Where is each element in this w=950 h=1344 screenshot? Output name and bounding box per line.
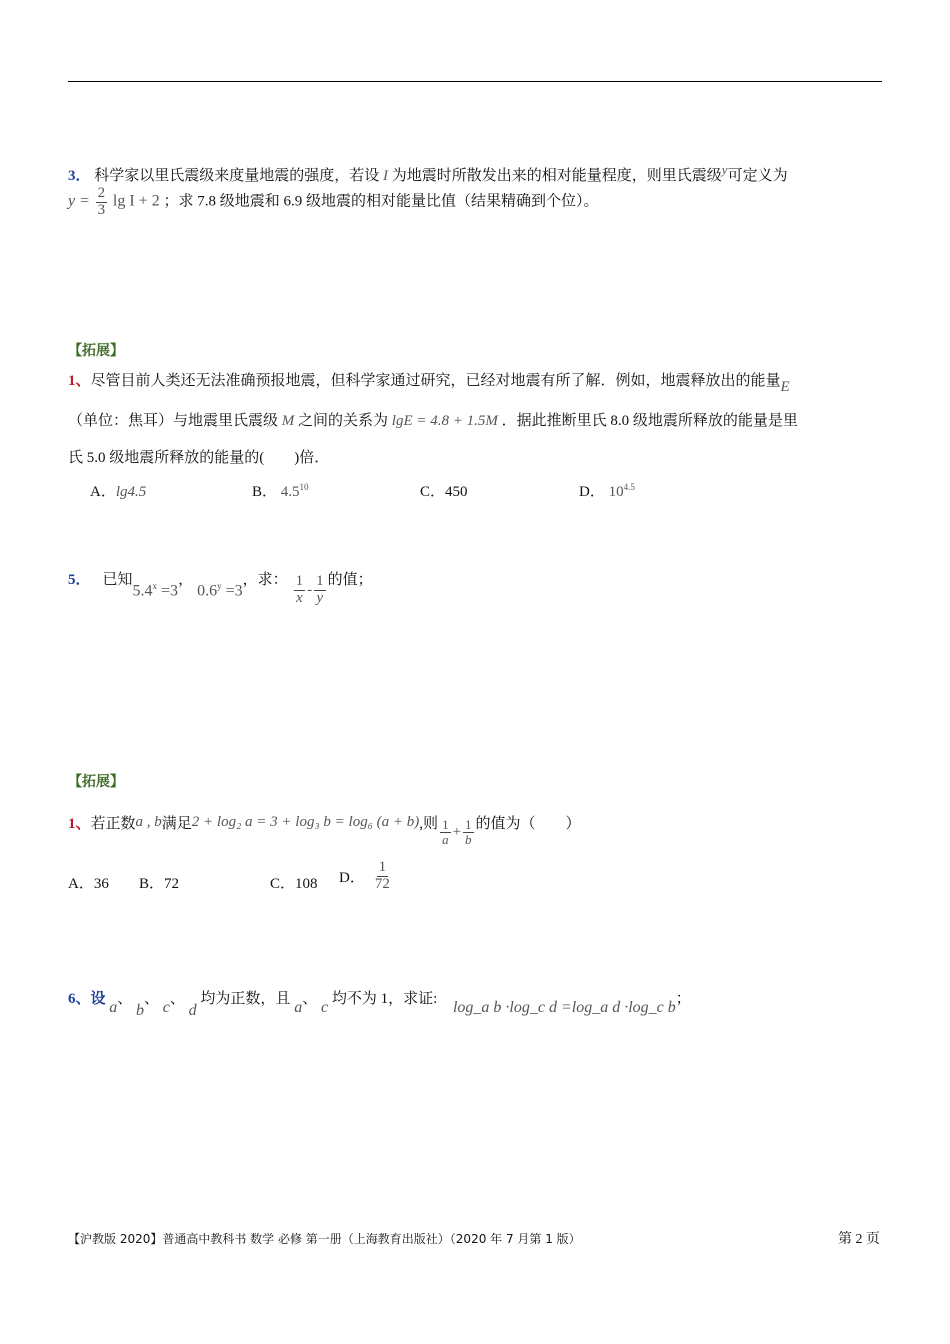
option-b[interactable]: B． $4.5^{10}$: [252, 482, 309, 500]
ext2-option-d[interactable]: D． $\frac{1}{72}$: [339, 859, 390, 892]
extension-1-line3: 氏 5.0 级地震所释放的能量的( )倍．: [68, 450, 330, 466]
fraction-one-over-72: $\frac{1}{72}$: [374, 859, 390, 892]
fraction-one-over-x: $\frac{1}{x}$: [295, 573, 304, 606]
question-6: 6、设 a、 b、 c、 d 均为正数，且 a、 c 均不为 1，求证: log_a b ·log_c d =log_a d ·log_c b；: [68, 991, 691, 1019]
proof-equation: log_a b ·log_c d =log_a d ·log_c b: [452, 999, 676, 1016]
option-d[interactable]: D． $10^{4.5}$: [579, 482, 635, 500]
fraction-two-thirds: $\frac{2}{3}$: [97, 185, 106, 218]
extension-2-line1: 1、 若正数 a , b 满足 2 + log₂ a = 3 + log₃ b = log₆ (a + b) ,则 $\frac{1}{a}$ + $\frac{1}{b}$ 的值为（ ）: [68, 813, 581, 847]
option-c[interactable]: C．450: [420, 484, 468, 500]
extension-1-line1: 1、尽管目前人类还无法准确预报地震，但科学家通过研究，已经对地震有所了解．例如，地震释放出的能量$_E$: [68, 373, 790, 395]
fraction-one-over-a: $\frac{1}{a}$: [442, 817, 449, 847]
ext2-option-b[interactable]: B．72: [139, 876, 180, 892]
extension-header-1: 【拓展】: [68, 343, 124, 359]
option-a[interactable]: A．lg4.5: [90, 484, 147, 500]
extension-header-2: 【拓展】: [68, 774, 124, 790]
footer-source: 【沪教版 2020】普通高中教科书 数学 必修 第一册（上海教育出版社）（2020 年 7 月第 1 版）: [68, 1232, 581, 1246]
question-5: 5． 已知 $5.4^x =3$ ， $0.6^y =3$ ，求： $\frac{1}{x}$ - $\frac{1}{y}$ 的值；: [68, 571, 373, 606]
extension-1-line2: （单位：焦耳）与地震里氏震级 M 之间的关系为 lgE = 4.8 + 1.5M ．据此推断里氏 8.0 级地震所释放的能量是里: [68, 413, 798, 429]
page-number: 第 2 页: [838, 1232, 880, 1247]
fraction-one-over-b: $\frac{1}{b}$: [465, 817, 472, 847]
question-3-number: 3．: [68, 168, 91, 184]
question-3-line2: y = $\frac{2}{3}$ lg I + 2 ；求 7.8 级地震和 6.9 级地震的相对能量比值（结果精确到个位）。: [68, 185, 599, 218]
header-rule: [68, 81, 882, 82]
fraction-one-over-y: $\frac{1}{y}$: [316, 573, 324, 606]
ext2-option-a[interactable]: A．36: [68, 876, 109, 892]
question-3-line1: 3． 科学家以里氏震级来度量地震的强度，若设 I 为地震时所散发出来的相对能量程度，则里氏震级$^y$可定义为: [68, 162, 788, 184]
ext2-option-c[interactable]: C．108: [270, 876, 318, 892]
